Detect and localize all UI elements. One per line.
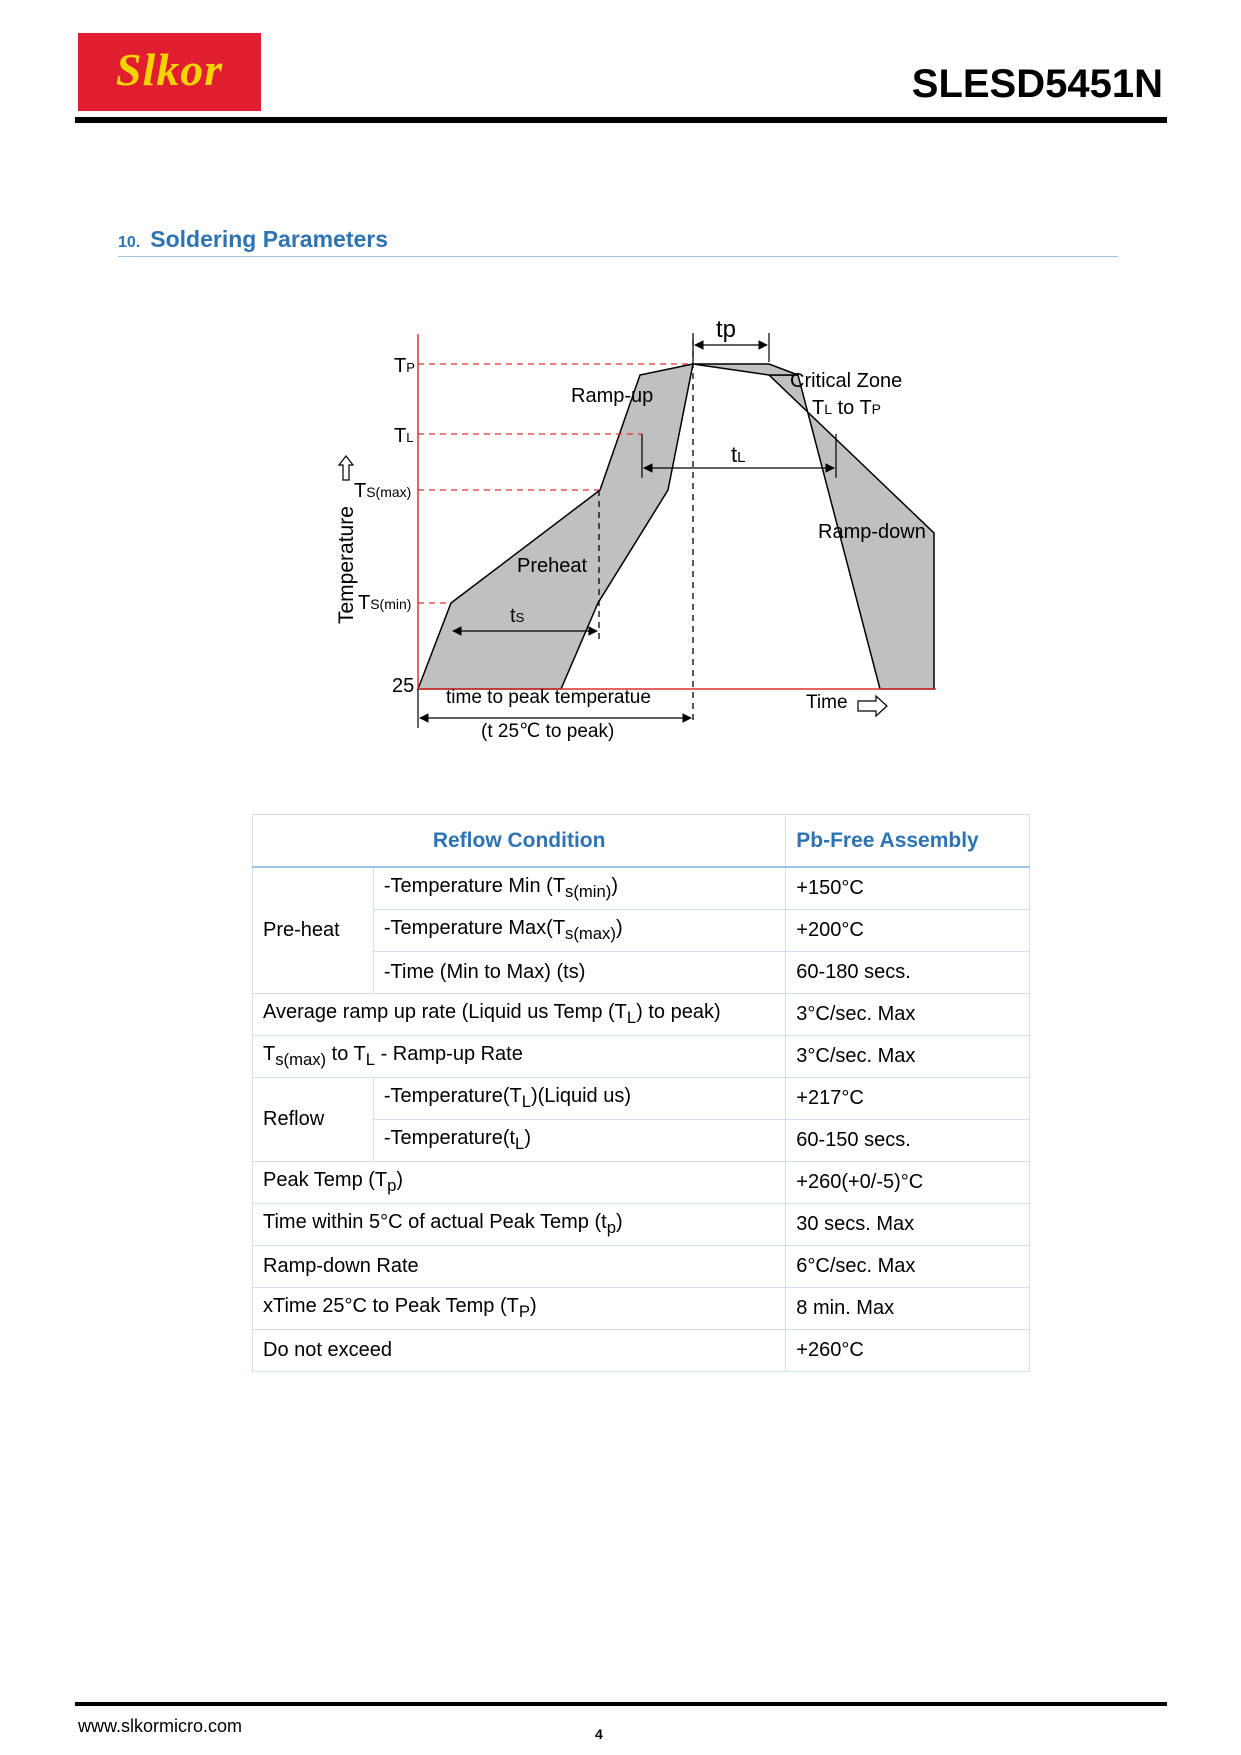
reflow-table [252, 814, 1030, 1372]
profile-band-rise [418, 364, 693, 689]
preheat-group-label: Pre-heat [253, 867, 374, 994]
row-ts-tl-value: 3°C/sec. Max [786, 1036, 1030, 1078]
row-reflow-time-label: $-Temperature(t_L)$ [373, 1120, 785, 1162]
tl-level-label: TL [394, 425, 414, 447]
row-avg-ramp-value: 3°C/sec. Max [786, 994, 1030, 1036]
time-to-peak-sublabel: (t 25℃ to peak) [481, 721, 615, 742]
header-pb-free-assembly: Pb-Free Assembly [786, 815, 1030, 868]
tsmax-level-label: TS(max) [354, 480, 412, 502]
y-axis-label: Temperature [335, 506, 358, 624]
time-to-peak-label: time to peak temperatue [446, 687, 651, 708]
critical-zone-range: TL to TP [812, 397, 882, 419]
row-ts-min-label: -Temperature Min $(T_{s(min)})$ [373, 867, 785, 910]
tsmin-level-label: TS(min) [358, 592, 412, 614]
row-avg-ramp-label: Average ramp up rate (Liquid us Temp $(T_L)$ to peak) [253, 994, 786, 1036]
section-number: 10. [118, 234, 141, 251]
row-xtime-value: 8 min. Max [786, 1288, 1030, 1330]
ramp-down-label: Ramp-down [818, 521, 926, 543]
row-reflow-temp-label: $-Temperature(T_L)(Liquid$ us) [373, 1078, 785, 1120]
profile-peak-plateau [693, 364, 798, 375]
tp-label: tp [716, 316, 737, 343]
tl-label: tL [731, 442, 746, 467]
row-within-label: Time within 5°C of actual Peak Temp $(t_p)$ [253, 1204, 786, 1246]
section-title-text: Soldering Parameters [150, 226, 389, 252]
part-number: SLESD5451N [911, 62, 1163, 106]
row-reflow-time-value: 60-150 secs. [786, 1120, 1030, 1162]
row-rampdown-label: Ramp-down Rate [253, 1246, 786, 1288]
tp-level-label: TP [394, 355, 415, 377]
row-time-ts-label: -Time (Min to Max) (ts) [373, 952, 785, 994]
page-number: 4 [595, 1726, 603, 1742]
temperature-arrow-icon [339, 456, 353, 480]
logo-text: Slkor [115, 44, 224, 95]
table-row [253, 1288, 1030, 1330]
ramp-up-label: Ramp-up [571, 385, 654, 407]
row-peak-value: +260(+0/-5)°C [786, 1162, 1030, 1204]
row-rampdown-value: 6°C/sec. Max [786, 1246, 1030, 1288]
footer-rule [75, 1702, 1167, 1706]
ts-label: tS [510, 605, 525, 627]
table-row [253, 994, 1030, 1036]
table-row [253, 1246, 1030, 1288]
t25-label: 25 [392, 675, 415, 697]
row-xtime-label: xTime 25°C to Peak Temp $(T_P)$ [253, 1288, 786, 1330]
table-row [253, 1036, 1030, 1078]
table-header-row [253, 815, 1030, 868]
row-peak-label: Peak Temp $(T_p)$ [253, 1162, 786, 1204]
critical-zone-label: Critical Zone [790, 370, 903, 392]
table-row [253, 1078, 1030, 1120]
row-ts-max-value: +200°C [786, 910, 1030, 952]
time-arrow-icon [858, 696, 887, 716]
x-axis-label: Time [806, 692, 848, 713]
row-ts-max-label: -Temperature $Max(T_{s(max)})$ [373, 910, 785, 952]
reflow-group-label: Reflow [253, 1078, 374, 1162]
row-exceed-label: Do not exceed [253, 1330, 786, 1372]
table-row [253, 1162, 1030, 1204]
row-time-ts-value: 60-180 secs. [786, 952, 1030, 994]
table-row [253, 1330, 1030, 1372]
footer-website: www.slkormicro.com [78, 1716, 243, 1736]
row-exceed-value: +260°C [786, 1330, 1030, 1372]
header-reflow-condition: Reflow Condition [253, 815, 786, 868]
preheat-label: Preheat [517, 555, 588, 577]
row-within-value: 30 secs. Max [786, 1204, 1030, 1246]
row-reflow-temp-value: +217°C [786, 1078, 1030, 1120]
reflow-profile-diagram [0, 0, 1241, 800]
row-ts-tl-label: $T_{s(max)}$ to $T_L$ - Ramp-up Rate [253, 1036, 786, 1078]
table-row [253, 1204, 1030, 1246]
table-row [253, 867, 1030, 910]
row-ts-min-value: +150°C [786, 867, 1030, 910]
